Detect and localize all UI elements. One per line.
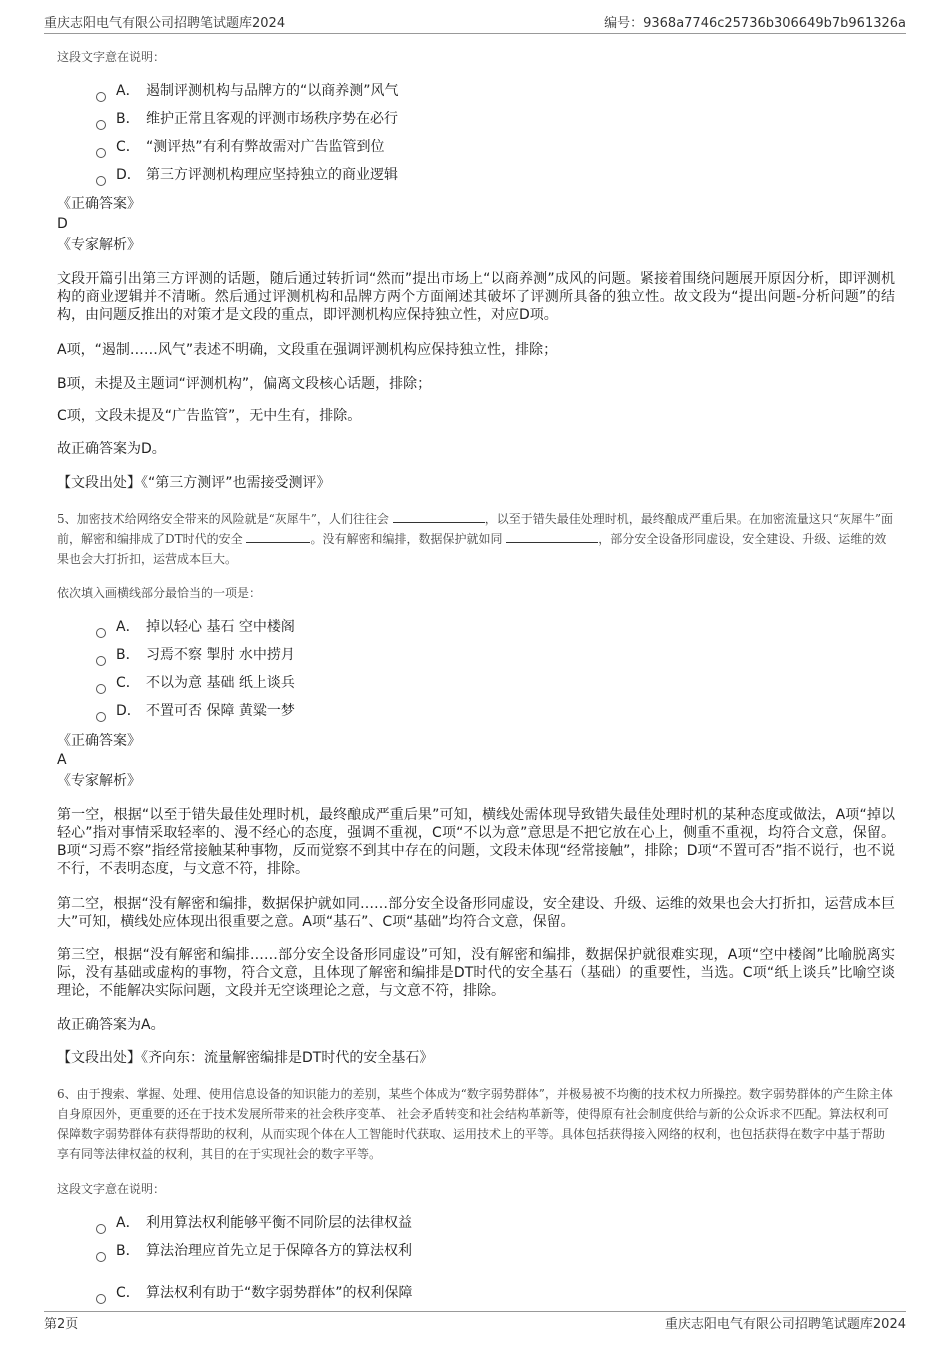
radio-icon[interactable]: [96, 684, 106, 694]
radio-icon[interactable]: [96, 176, 106, 186]
q5-analysis-p4: 故正确答案为A。: [57, 1017, 165, 1033]
q5-analysis-label: 《专家解析》: [57, 773, 141, 789]
q4-source: 【文段出处】《“第三方测评”也需接受测评》: [57, 475, 331, 491]
radio-icon[interactable]: [96, 1252, 106, 1262]
radio-icon[interactable]: [96, 148, 106, 158]
header-divider: [44, 33, 906, 34]
fill-blank: [246, 530, 310, 543]
q5-stem: 5、加密技术给网络安全带来的风险就是“灰犀牛”，人们往往会 ，以至于错失最佳处理时机，最终酿成严重后果。在加密流量这只“灰犀牛”面前，解密和编排成了DT时代的安全 。没有解密和编排，数据保护就如同 ，部分安全设备形同虚设，安全建设、升级、运维的效果也会大打折扣，运营成本巨大。: [57, 512, 894, 566]
q6-prompt: 这段文字意在说明：: [57, 1182, 166, 1196]
q5-option-d[interactable]: D． 不置可否 保障 黄粱一梦: [96, 700, 295, 722]
radio-icon[interactable]: [96, 1224, 106, 1234]
q6-option-c[interactable]: C． 算法权利有助于“数字弱势群体”的权利保障: [96, 1282, 413, 1304]
q5-answer-label: 《正确答案》: [57, 733, 141, 749]
q4-option-c[interactable]: C． “测评热”有利有弊故需对广告监管到位: [96, 136, 385, 158]
q4-analysis-p4: C项，文段未提及“广告监管”，无中生有，排除。: [57, 408, 362, 424]
q5-answer: A: [57, 752, 67, 768]
q4-option-d[interactable]: D． 第三方评测机构理应坚持独立的商业逻辑: [96, 164, 398, 186]
radio-icon[interactable]: [96, 1294, 106, 1304]
q4-option-a[interactable]: A． 遏制评测机构与品牌方的“以商养测”风气: [96, 80, 399, 102]
q5-option-b[interactable]: B． 习焉不察 掣肘 水中捞月: [96, 644, 295, 666]
q6-stem: 6、由于搜索、掌握、处理、使用信息设备的知识能力的差别，某些个体成为“数字弱势群体”，并极易被不均衡的技术权力所操控。数字弱势群体的产生除主体自身原因外，更重要的还在于技术发展所带来的社会秩序变革、 社会矛盾转变和社会结构革新等，使得原有社会制度供给与新的公众诉求不匹配。算法权利可保障数字弱势群体有获得帮助的权利，从而实现个体在人工智能时代获取、运用技术上的平等。具体包括获得接入网络的权利，也包括获得在数字中基于帮助享有同等法律权益的权利，其目的在于实现社会的数字平等。: [57, 1087, 893, 1161]
page-footer: [44, 1313, 906, 1333]
q4-analysis-label: 《专家解析》: [57, 237, 141, 253]
q5-analysis-p1: 第一空，根据“以至于错失最佳处理时机，最终酿成严重后果”可知，横线处需体现导致错失最佳处理时机的某种态度或做法，A项“掉以轻心”指对事情采取轻率的、漫不经心的态度，强调不重视，C项“不以为意”意思是不把它放在心上，侧重不重视，均符合文意，保留。B项“习焉不察”指经常接触某种事物，反而觉察不到其中存在的问题，文段未体现“经常接触”，排除；D项“不置可否”指不说行，也不说不行，不表明态度，与文意不符，排除。: [57, 807, 895, 877]
q5-source: 【文段出处】《齐向东：流量解密编排是DT时代的安全基石》: [57, 1050, 434, 1066]
radio-icon[interactable]: [96, 712, 106, 722]
footer-divider: [44, 1311, 906, 1312]
radio-icon[interactable]: [96, 656, 106, 666]
page-number: 第2页: [44, 1317, 79, 1332]
q6-option-a[interactable]: A． 利用算法权利能够平衡不同阶层的法律权益: [96, 1212, 412, 1234]
radio-icon[interactable]: [96, 120, 106, 130]
q6-option-b[interactable]: B． 算法治理应首先立足于保障各方的算法权利: [96, 1240, 412, 1262]
q5-prompt: 依次填入画横线部分最恰当的一项是：: [57, 586, 262, 600]
page-header: [44, 12, 906, 32]
footer-title: 重庆志阳电气有限公司招聘笔试题库2024: [664, 1317, 906, 1332]
q4-answer-label: 《正确答案》: [57, 196, 141, 212]
q5-analysis-p2: 第二空，根据“没有解密和编排，数据保护就如同……部分安全设备形同虚设，安全建设、升级、运维的效果也会大打折扣，运营成本巨大”可知，横线处应体现出很重要之意。A项“基石”、C项“基础”均符合文意，保留。: [57, 896, 895, 930]
fill-blank: [506, 530, 598, 543]
radio-icon[interactable]: [96, 628, 106, 638]
q4-option-b[interactable]: B． 维护正常且客观的评测市场秩序势在必行: [96, 108, 398, 130]
fill-blank: [393, 510, 485, 523]
q4-answer: D: [57, 216, 68, 232]
q4-analysis-p2: A项，“遏制……风气”表述不明确，文段重在强调评测机构应保持独立性，排除；: [57, 342, 558, 358]
q4-analysis-p5: 故正确答案为D。: [57, 441, 166, 457]
radio-icon[interactable]: [96, 92, 106, 102]
header-title: 重庆志阳电气有限公司招聘笔试题库2024: [44, 16, 286, 31]
q4-prompt: 这段文字意在说明：: [57, 50, 166, 64]
q5-option-c[interactable]: C． 不以为意 基础 纸上谈兵: [96, 672, 295, 694]
q4-analysis-p1: 文段开篇引出第三方评测的话题，随后通过转折词“然而”提出市场上“以商养测”成风的问题。紧接着围绕问题展开原因分析，即评测机构的商业逻辑并不清晰。然后通过评测机构和品牌方两个方面阐述其破坏了评测所具备的独立性。故文段为“提出问题-分析问题”的结构，由问题反推出的对策才是文段的重点，即评测机构应保持独立性，对应D项。: [57, 271, 895, 323]
header-serial: 编号：9368a7746c25736b306649b7b961326a: [604, 16, 906, 31]
q5-analysis-p3: 第三空，根据“没有解密和编排……部分安全设备形同虚设”可知，没有解密和编排，数据保护就很难实现，A项“空中楼阁”比喻脱离实际，没有基础或虚构的事物，符合文意，且体现了解密和编排是DT时代的安全基石（基础）的重要性，当选。C项“纸上谈兵”比喻空谈理论，不能解决实际问题，文段并无空谈理论之意，与文意不符，排除。: [57, 947, 895, 999]
q4-analysis-p3: B项，未提及主题词“评测机构”，偏离文段核心话题，排除；: [57, 376, 432, 392]
q5-option-a[interactable]: A． 掉以轻心 基石 空中楼阁: [96, 616, 295, 638]
